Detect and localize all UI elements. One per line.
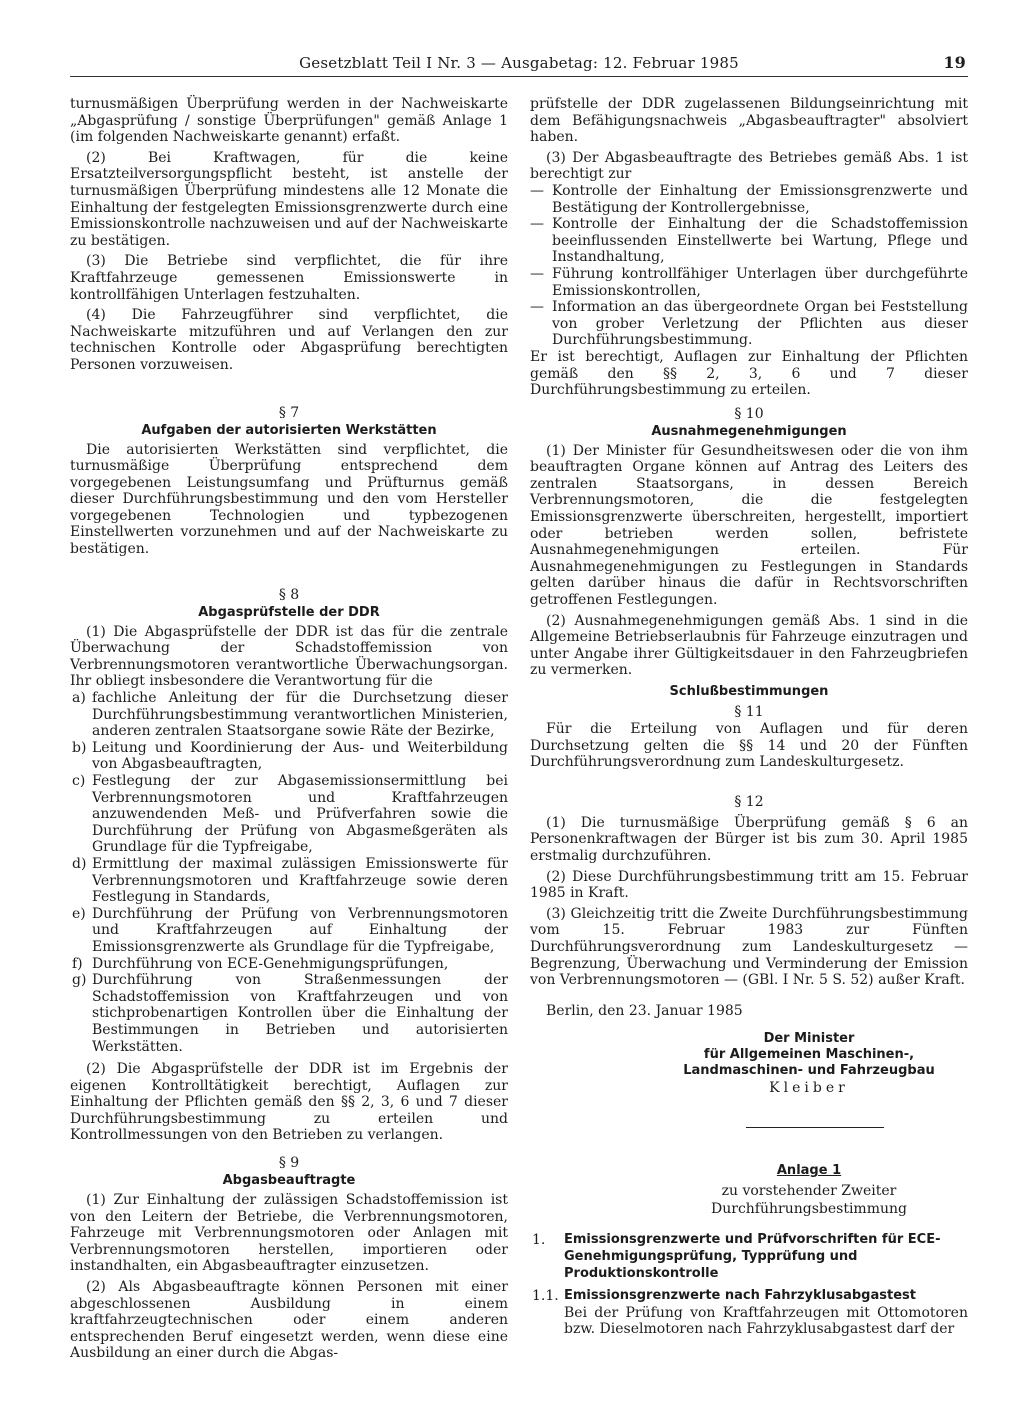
list-item-text: Durchführung von ECE-Genehmigungsprüfungen, — [92, 955, 449, 972]
list-marker: b) — [72, 739, 87, 756]
section-number: § 7 — [278, 404, 300, 421]
paragraph: (2) Diese Durchführungsbestimmung tritt am 15. Februar 1985 in Kraft. — [530, 868, 968, 902]
section-title: Aufgaben der autorisierten Werkstätten — [141, 422, 437, 438]
list-item — [530, 266, 968, 299]
signatory-line: Der Minister — [763, 1031, 855, 1047]
annex-header — [530, 1162, 968, 1218]
paragraph: Die autorisierten Werkstätten sind verpflichtet, die turnusmäßige Überprüfung entsprechend dem vorgegebenen Leistungsumfang und Prüfturnus gemäß dieser Durchführungsbestimmung und den vom Hersteller vorgegebenen Technologien und typbezogenen Einstellwerten vorzunehmen und auf der Nachweiskarte zu bestätigen. — [70, 441, 508, 558]
header-title: Gesetzblatt Teil I Nr. 3 — Ausgabetag: 12. Februar 1985 — [299, 54, 739, 72]
signatory-line: für Allgemeinen Maschinen-, — [703, 1047, 915, 1063]
list-item-text: Festlegung der zur Abgasemissionsermittlung bei Verbrennungsmotoren und Kraftfahrzeugen anzuwendenden Meß- und Prüfverfahren sowie die Durchführung der Prüfung von Abgasmeßgeräten als Grundlage für die Typfreigabe, — [92, 773, 508, 856]
paragraph: (1) Zur Einhaltung der zulässigen Schadstoffemission ist von den Leitern der Betriebe, die Verbrennungsmotoren, Fahrzeuge mit Verbrennungsmotoren oder Anlagen mit Verbrennungsmotoren herstellen, importieren oder instandhalten, ein Abgasbeauftragter einzusetzen. — [70, 1192, 508, 1275]
dash-marker: — — [530, 299, 544, 316]
list-item-text: Leitung und Koordinierung der Aus- und Weiterbildung von Abgasbeauftragten, — [92, 739, 508, 773]
section-number: § 10 — [734, 405, 764, 422]
list-item-text: Führung kontrollfähiger Unterlagen über durchgeführte Emissionskontrollen, — [552, 265, 968, 299]
section-title: Abgasprüfstelle der DDR — [198, 604, 380, 620]
paragraph: (1) Der Minister für Gesundheitswesen oder die von ihm beauftragten Organe können auf Antrag des Leiters des zentralen Staatsorgans, in dessen Bereich Verbrennungsmotoren, die die festgelegten Emissionsgrenzwerte überschreiten, hergestellt, importiert oder betrieben werden sollen, befristete Ausnahmegenehmigungen erteilen. Für Ausnahmegenehmigungen zu Festlegungen in Standards gelten darüber hinaus die dafür in Rechtsvorschriften getroffenen Festlegungen. — [530, 442, 968, 609]
list-item — [530, 216, 968, 266]
list-marker: a) — [72, 690, 86, 707]
section-title: Ausnahmegenehmigungen — [651, 423, 847, 439]
place-date: Berlin, den 23. Januar 1985 — [546, 1002, 743, 1019]
paragraph: (3) Gleichzeitig tritt die Zweite Durchführungsbestimmung vom 15. Februar 1983 zur Fünften Durchführungsverordnung zum Landeskulturgesetz — Begrenzung, Überwachung und Verminderung der Emission von Verbrennungsmotoren — (GBl. I Nr. 5 S. 52) außer Kraft. — [530, 905, 968, 989]
page-header — [70, 52, 968, 77]
list-marker: f) — [72, 955, 83, 972]
list-item — [530, 183, 968, 216]
signatory-line: Landmaschinen- und Fahrzeugbau — [683, 1063, 935, 1079]
list-marker: e) — [72, 905, 86, 922]
paragraph: Er ist berechtigt, Auflagen zur Einhaltung der Pflichten gemäß den §§ 2, 3, 6 und 7 dieser Durchführungsbestimmung zu erteilen. — [530, 348, 968, 399]
list-item — [70, 856, 508, 906]
paragraph: (1) Die Abgasprüfstelle der DDR ist das für die zentrale Überwachung der Schadstoffemission von Verbrennungsmotoren verantwortliche Überwachungsorgan. Ihr obliegt insbesondere die Verantwortung für die — [70, 623, 508, 690]
list-item — [530, 299, 968, 349]
annex-item-number: 1. — [532, 1232, 546, 1249]
list-marker: g) — [72, 972, 87, 989]
right-column — [530, 96, 968, 1338]
dash-marker: — — [530, 182, 544, 199]
paragraph: (3) Der Abgasbeauftragte des Betriebes gemäß Abs. 1 ist berechtigt zur — [530, 149, 968, 183]
annex-title: Anlage 1 — [776, 1163, 842, 1179]
annex-subtitle: zu vorstehender Zweiter Durchführungsbestimmung — [711, 1183, 907, 1218]
list-item — [70, 690, 508, 740]
signatory-name: Kleiber — [769, 1080, 849, 1097]
paragraph: (2) Als Abgasbeauftragte können Personen mit einer abgeschlossenen Ausbildung in einem kraftfahrzeugtechnischen oder einem anderen entsprechenden Beruf eingesetzt werden, wenn diese eine Ausbildung an einer durch die Abgas- — [70, 1279, 508, 1362]
list-item-text: Durchführung der Prüfung von Verbrennungsmotoren und Kraftfahrzeugen auf Einhaltung der Emissionsgrenzwerte als Grundlage für die Typfreigabe, — [92, 905, 508, 955]
paragraph: (2) Bei Kraftwagen, für die keine Ersatzteilversorgungspflicht besteht, ist anstelle der turnusmäßigen Überprüfung mindestens alle 12 Monate die Einhaltung der festgelegten Emissionsgrenzwerte durch eine Emissionskontrolle nachzuweisen und auf der Nachweiskarte zu bestätigen. — [70, 149, 508, 249]
list-item-text: fachliche Anleitung der für die Durchsetzung dieser Durchführungsbestimmung verantwortlichen Ministerien, anderen zentralen Staatsorgane sowie Räte der Bezirke, — [92, 690, 508, 740]
list-item-text: Ermittlung der maximal zulässigen Emissionswerte für Verbrennungsmotoren und Kraftfahrzeuge sowie deren Festlegung in Standards, — [92, 855, 508, 906]
list-item-text: Information an das übergeordnete Organ bei Feststellung von grober Verletzung der Pflichten aus dieser Durchführungsbestimmung. — [552, 299, 968, 349]
left-column — [70, 96, 508, 1362]
list-item — [70, 740, 508, 773]
page-number: 19 — [943, 53, 966, 72]
annex-item-number: 1.1. — [532, 1288, 559, 1305]
dash-marker: — — [530, 265, 544, 282]
list-item — [70, 956, 508, 973]
dash-marker: — — [530, 216, 544, 233]
section-number: § 12 — [734, 793, 764, 810]
signature-block — [530, 1031, 968, 1097]
list-item — [70, 906, 508, 956]
section-number: § 9 — [278, 1155, 300, 1172]
list-marker: d) — [72, 855, 87, 872]
list-item — [70, 972, 508, 1055]
paragraph: turnusmäßigen Überprüfung werden in der Nachweiskarte „Abgasprüfung / sonstige Überprüfungen" gemäß Anlage 1 (im folgenden Nachweiskarte genannt) erfaßt. — [70, 96, 508, 146]
paragraph: (3) Die Betriebe sind verpflichtet, die für ihre Kraftfahrzeuge gemessenen Emissionswerte in kontrollfähigen Unterlagen festzuhalten. — [70, 253, 508, 303]
annex-item-text: Emissionsgrenzwerte nach Fahrzyklusabgastest — [564, 1288, 916, 1304]
final-provisions-title: Schlußbestimmungen — [669, 684, 829, 699]
annex-item — [530, 1232, 968, 1282]
paragraph: (2) Ausnahmegenehmigungen gemäß Abs. 1 sind in die Allgemeine Betriebserlaubnis für Fahrzeuge einzutragen und unter Angabe ihrer Gültigkeitsdauer in den Fahrzeugbriefen zu vermerken. — [530, 612, 968, 679]
paragraph: (1) Die turnusmäßige Überprüfung gemäß § 6 an Personenkraftwagen der Bürger ist bis zum 30. April 1985 erstmalig durchzuführen. — [530, 814, 968, 864]
list-item-text: Kontrolle der Einhaltung der Emissionsgrenzwerte und Bestätigung der Kontrollergebnisse, — [552, 182, 968, 216]
annex-item-text: Emissionsgrenzwerte und Prüfvorschriften für ECE-Genehmigungsprüfung, Typprüfung und Produktionskontrolle — [564, 1232, 941, 1281]
paragraph: prüfstelle der DDR zugelassenen Bildungseinrichtung mit dem Befähigungsnachweis „Abgasbeauftragter" absolviert haben. — [530, 96, 968, 146]
list-item-text: Durchführung von Straßenmessungen der Schadstoffemission von Kraftfahrzeugen und von stichprobenartigen Kontrollen über die Einhaltung der Bestimmungen in Betrieben und autorisierten Werkstätten. — [92, 972, 508, 1055]
list-item-text: Kontrolle der Einhaltung der die Schadstoffemission beeinflussenden Einstellwerte bei Wartung, Pflege und Instandhaltung, — [552, 216, 968, 266]
list-item — [70, 773, 508, 856]
list-marker: c) — [72, 773, 86, 789]
section-title: Abgasbeauftragte — [222, 1173, 356, 1189]
paragraph: Für die Erteilung von Auflagen und für deren Durchsetzung gelten die §§ 14 und 20 der Fünften Durchführungsverordnung zum Landeskulturgesetz. — [530, 721, 968, 771]
paragraph: (2) Die Abgasprüfstelle der DDR ist im Ergebnis der eigenen Kontrolltätigkeit berechtigt, Auflagen zur Einhaltung der Pflichten gemäß den §§ 2, 3, 6 und 7 dieser Durchführungsbestimmung zu erteilen und Kontrollmessungen von den Betrieben zu verlangen. — [70, 1061, 508, 1144]
annex-item — [530, 1288, 968, 1305]
section-number: § 8 — [278, 586, 300, 603]
paragraph: (4) Die Fahrzeugführer sind verpflichtet, die Nachweiskarte mitzuführen und auf Verlangen den zur technischen Kontrolle oder Abgasprüfung berechtigten Personen vorzuweisen. — [70, 307, 508, 373]
section-number: § 11 — [734, 704, 764, 720]
paragraph: Bei der Prüfung von Kraftfahrzeugen mit Ottomotoren bzw. Dieselmotoren nach Fahrzyklusabgastest darf der — [564, 1304, 968, 1338]
lettered-list — [70, 690, 508, 1055]
dash-list — [530, 183, 968, 349]
